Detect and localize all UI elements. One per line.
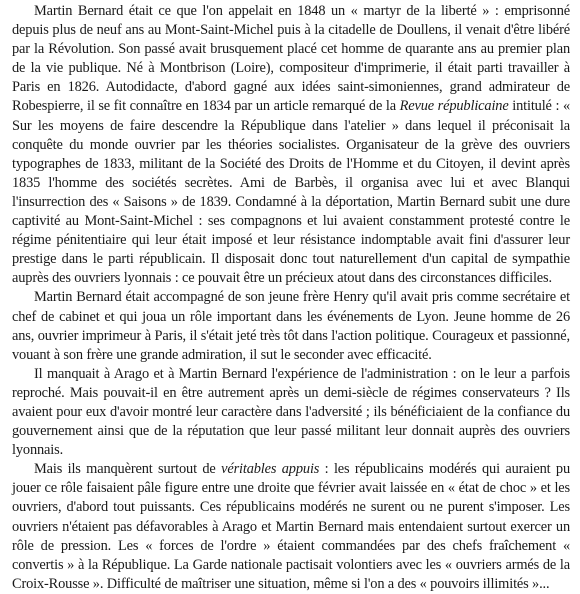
paragraph-martin-bernard-biography [12, 2, 570, 288]
paragraph-text: Mais ils manquèrent surtout de [34, 461, 222, 478]
paragraph-text: Il manquait à Arago et à Martin Bernard l'expérience de l'administration : on le leur a parfois reproché. Mais pouvait-il en être autrement après un demi-siècle de régimes conservateurs ? Ils avaient pour eux d'avoir montré leur caractère dans l'adversité ; ils bénéficiaient de la confiance du gouvernement ainsi que de la réputation que leur passé militant leur donnait auprès des ouvriers lyonnais. [12, 365, 570, 459]
document-page [12, 2, 570, 594]
paragraph-text: intitulé : « Sur les moyens de faire descendre la République dans l'atelier » dans lequel il préconisait la conquête du monde ouvrier par les théories socialistes. Organisateur de la grève des ouvriers typographes de 1833, militant de la Société des Droits de l'Homme et du Citoyen, il devint après 1835 l'homme des sociétés secrètes. Ami de Barbès, il organisa avec lui et avec Blanqui l'insurrection des « Saisons » de 1839. Condamné à la déportation, Martin Bernard subit une dure captivité au Mont-Saint-Michel : ses compagnons et lui avaient constamment protesté contre le régime pénitentiaire qui leur était imposé et leur résistance indomptable avait fini d'assurer leur prestige dans le parti républicain. Il disposait donc tout naturellement d'un capital de sympathie auprès des ouvriers lyonnais : ce pouvait être un précieux atout dans des circonstances difficiles. [12, 98, 570, 287]
paragraph-veritables-appuis [12, 460, 570, 594]
paragraph-text: Martin Bernard était ce que l'on appelait en 1848 un « martyr de la liberté » : emprisonné depuis plus de neuf ans au Mont-Saint-Michel puis à la citadelle de Doullens, il venait d'être libéré par la Révolution. Son passé avait brusquement placé cet homme de quarante ans au premier plan de la vie publique. Né à Montbrison (Loire), compositeur d'imprimerie, il était parti travailler à Paris en 1826. Autodidacte, d'abord gagné aux idées saint-simoniennes, grand admirateur de Robespierre, il se fit connaître en 1834 par un article remarqué de la [12, 3, 570, 115]
paragraph-henry-bernard [12, 288, 570, 364]
paragraph-text: Martin Bernard était accompagné de son jeune frère Henry qu'il avait pris comme secrétaire et chef de cabinet et qui joua un rôle important dans les événements de Lyon. Jeune homme de 26 ans, ouvrier imprimeur à Paris, il s'était jeté très tôt dans l'action politique. Courageux et passionné, vouant à son frère une grande admiration, il sut le seconder avec efficacité. [12, 289, 570, 363]
publication-title: Revue républicaine [399, 98, 509, 115]
emphasis-phrase: véritables appuis [221, 461, 320, 478]
paragraph-administration-experience [12, 365, 570, 460]
paragraph-text: : les républicains modérés qui auraient pu jouer ce rôle faisaient pâle figure entre une droite que février avait laissée en « état de choc » et les ouvriers, d'abord tout puissants. Ces républicains modérés ne surent ou ne purent s'imposer. Les ouvriers n'étaient pas défavorables à Arago et Martin Bernard mais entendaient surtout exercer un rôle de pression. Les « forces de l'ordre » étaient commandées par des chefs fraîchement « convertis » à la République. La Garde nationale pactisait volontiers avec les « ouvriers armés de la Croix-Rousse ». Difficulté de maîtriser une situation, même si l'on a des « pouvoirs illimités »... [12, 461, 571, 592]
